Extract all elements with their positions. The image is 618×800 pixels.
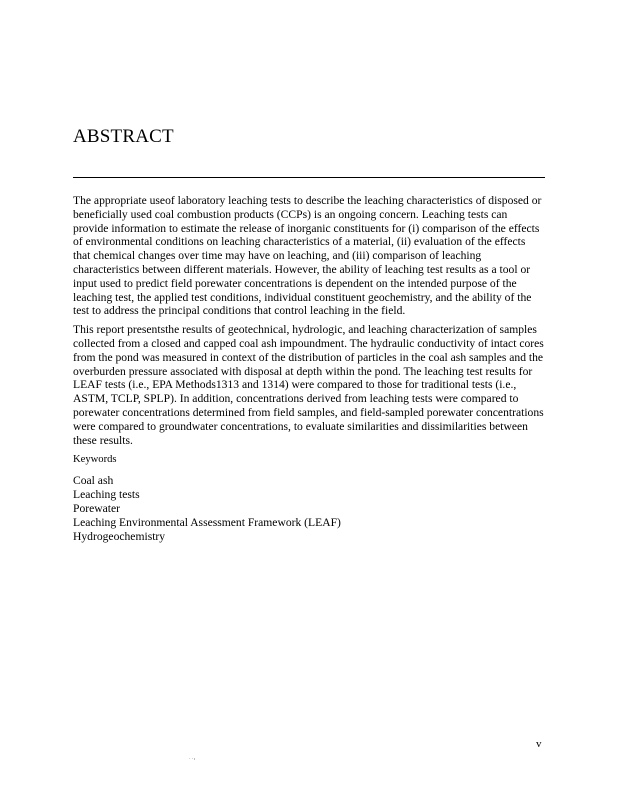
keyword-item: Hydrogeochemistry <box>73 529 166 543</box>
abstract-body <box>73 194 545 543</box>
heading-divider <box>73 177 545 178</box>
footer-mark: · ·‹ <box>189 757 196 762</box>
abstract-paragraph-1: The appropriate useof laboratory leaching tests to describe the leaching characteristics of disposed or beneficially used coal combustion products (CCPs) is an ongoing concern. Leaching tests can provide information to estimate the release of inorganic constituents for (i) comparison of the effects of environmental conditions on leaching characteristics of a material, (ii) evaluation of the effects that chemical changes over time may have on leaching, and (iii) comparison of leaching characteristics between different materials. However, the ability of leaching test results as a tool or input used to predict field porewater concentrations is dependent on the intended purpose of the leaching test, the applied test conditions, individual constituent geochemistry, and the ability of the test to address the principal conditions that control leaching in the field. <box>73 194 542 318</box>
page-title: ABSTRACT <box>73 126 174 147</box>
keyword-item: Leaching tests <box>73 488 140 502</box>
page-number: v <box>536 738 542 750</box>
abstract-paragraph-2: This report presentsthe results of geotechnical, hydrologic, and leaching characterization of samples collected from a closed and capped coal ash impoundment. The hydraulic conductivity of intact cores from the pond was measured in context of the distribution of particles in the coal ash samples and the overburden pressure associated with disposal at depth within the pond. The leaching test results for LEAF tests (i.e., EPA Methods1313 and 1314) were compared to those for traditional tests (i.e., ASTM, TCLP, SPLP). In addition, concentrations derived from leaching tests were compared to porewater concentrations determined from field samples, and field-sampled porewater concentrations were compared to groundwater concentrations, to evaluate similarities and dissimilarities between these results. <box>73 323 544 447</box>
keyword-item: Porewater <box>73 501 120 515</box>
keyword-item: Coal ash <box>73 474 114 488</box>
keywords-heading: Keywords <box>73 454 117 466</box>
keyword-item: Leaching Environmental Assessment Framework (LEAF) <box>73 515 341 529</box>
keyword-list <box>73 474 545 543</box>
